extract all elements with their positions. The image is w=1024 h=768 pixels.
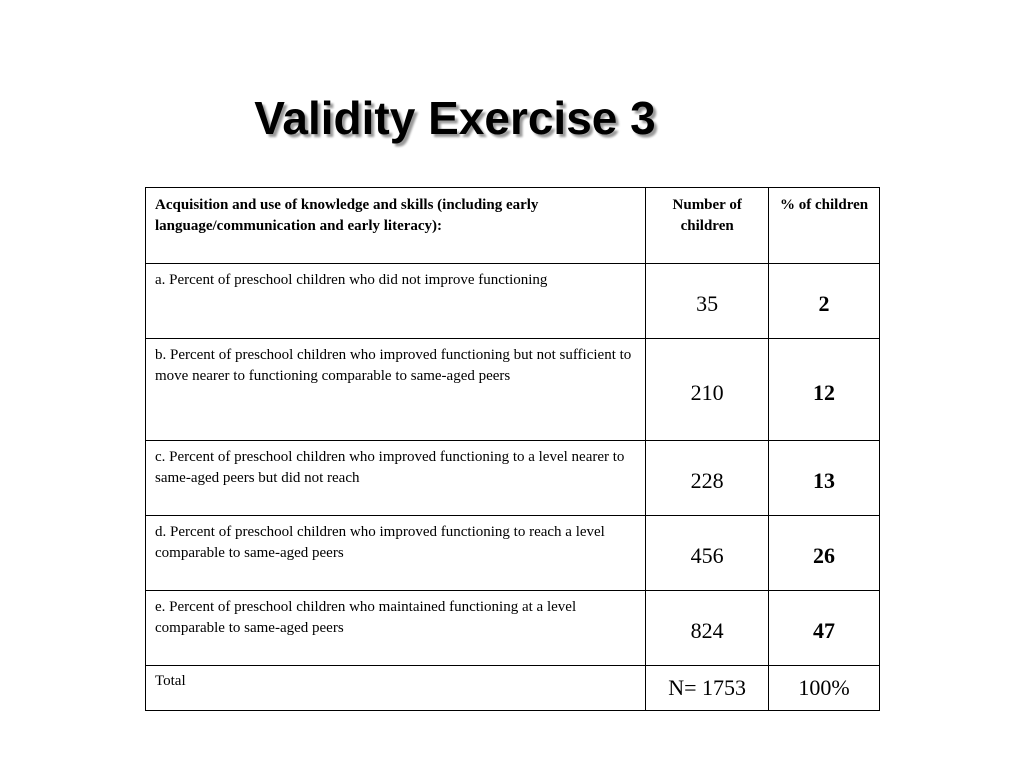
table-header-row (146, 188, 880, 264)
row-percent: 47 (769, 591, 880, 666)
row-count: 456 (646, 516, 769, 591)
row-count: 35 (646, 264, 769, 339)
total-percent: 100% (769, 666, 880, 711)
table-row (146, 591, 880, 666)
slide-title: Validity Exercise 3 (254, 92, 656, 144)
row-label: b. Percent of preschool children who improved functioning but not sufficient to move nearer to functioning comparable to same-aged peers (146, 339, 646, 441)
row-label: c. Percent of preschool children who improved functioning to a level nearer to same-aged peers but did not reach (146, 441, 646, 516)
row-percent: 2 (769, 264, 880, 339)
total-count: N= 1753 (646, 666, 769, 711)
table-row (146, 441, 880, 516)
table-total-row (146, 666, 880, 711)
row-count: 228 (646, 441, 769, 516)
row-percent: 13 (769, 441, 880, 516)
row-percent: 12 (769, 339, 880, 441)
outcomes-table (145, 187, 880, 711)
table-row (146, 516, 880, 591)
row-count: 210 (646, 339, 769, 441)
table-row (146, 264, 880, 339)
row-percent: 26 (769, 516, 880, 591)
header-count: Number of children (646, 188, 769, 264)
row-count: 824 (646, 591, 769, 666)
row-label: e. Percent of preschool children who maintained functioning at a level comparable to same-aged peers (146, 591, 646, 666)
table-row (146, 339, 880, 441)
header-percent: % of children (769, 188, 880, 264)
row-label: d. Percent of preschool children who improved functioning to reach a level comparable to same-aged peers (146, 516, 646, 591)
header-description: Acquisition and use of knowledge and skills (including early language/communication and early literacy): (146, 188, 646, 264)
row-label: a. Percent of preschool children who did not improve functioning (146, 264, 646, 339)
total-label: Total (146, 666, 646, 711)
